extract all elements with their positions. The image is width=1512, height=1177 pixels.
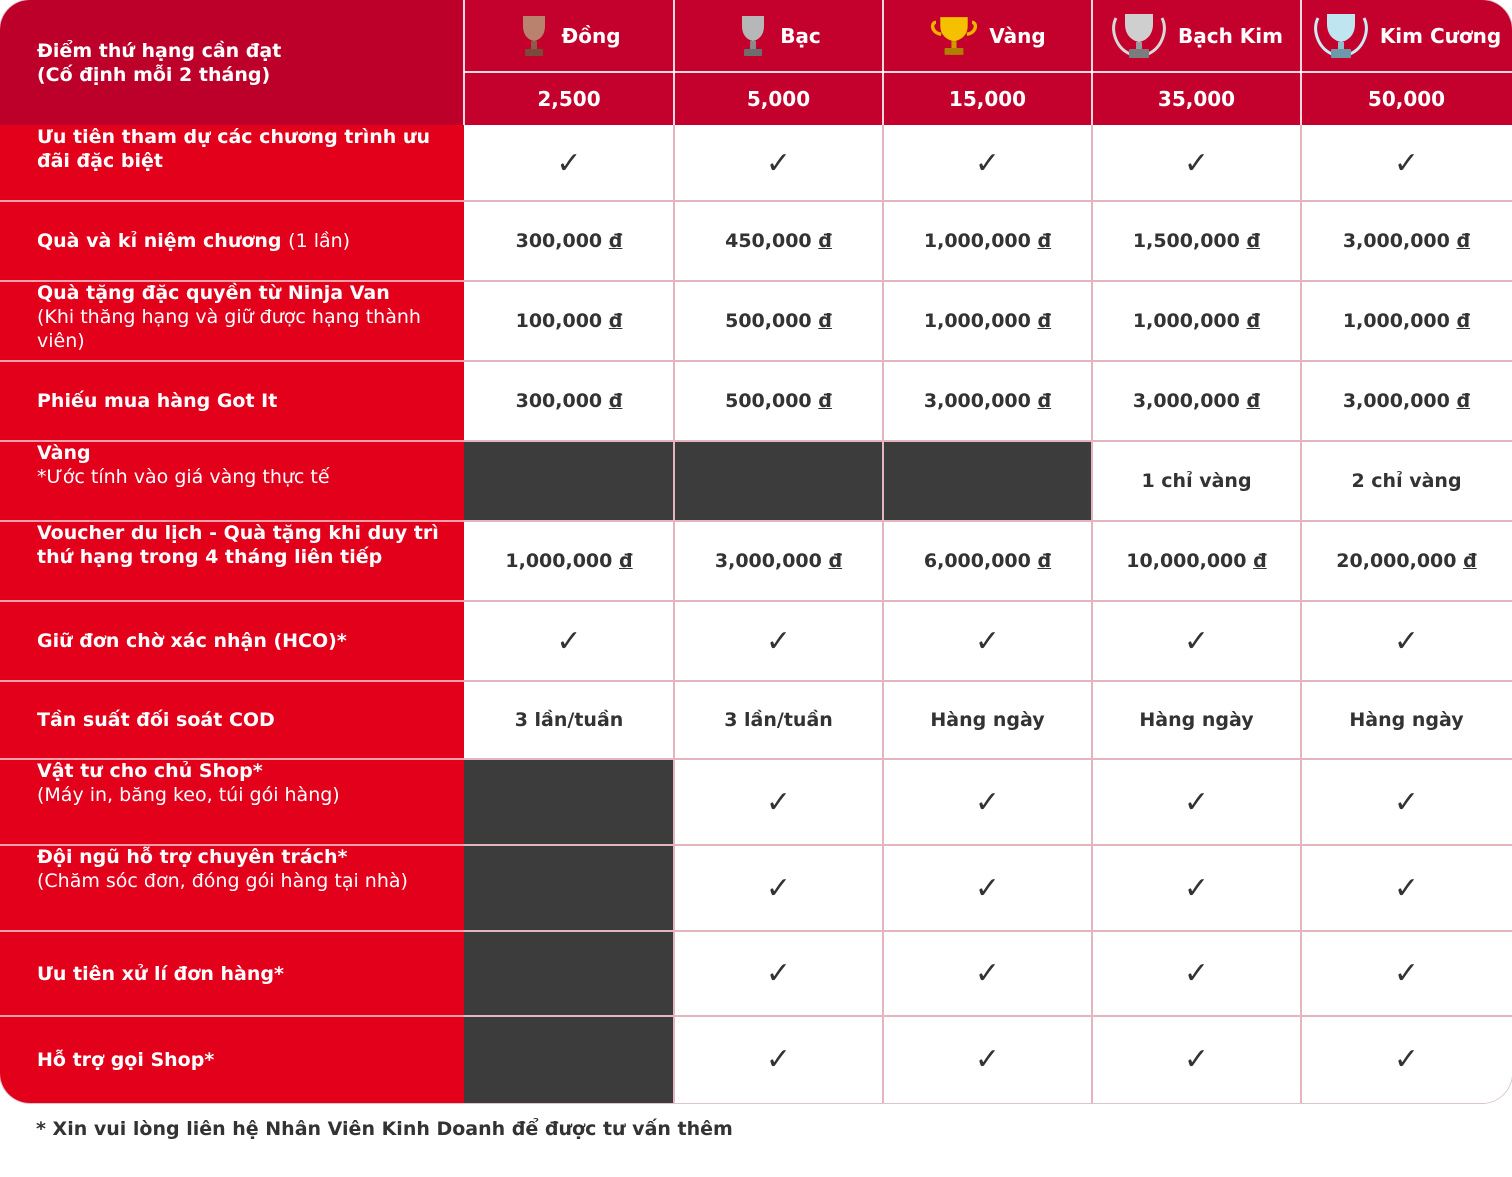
value-cell [1092,201,1301,281]
value-text: 3,000,000 [923,390,1031,412]
currency-symbol: đ [1246,310,1261,332]
row-label-support-team [0,845,464,931]
row-label-text: Hỗ trợ gọi Shop* [37,1048,215,1071]
points-required-header [0,0,464,125]
value-cell [1092,1016,1301,1103]
row-sublabel: (Chăm sóc đơn, đóng gói hàng tại nhà) [37,870,408,892]
row-label-shop-supplies [0,759,464,845]
value-text: 1,000,000 [923,310,1031,332]
value-cell [1301,759,1512,845]
value-text: Hàng ngày [1139,709,1254,731]
row-label-text: Giữ đơn chờ xác nhận (HCO)* [37,630,347,652]
row-label-text: Phiếu mua hàng Got It [37,390,278,412]
bronze-trophy-icon [517,12,551,60]
check-icon: ✓ [974,784,1001,820]
row-label-text: Ưu tiên xử lí đơn hàng* [37,962,284,985]
column-divider [882,125,884,1103]
row-divider [464,680,1512,682]
currency-symbol: đ [1037,310,1052,332]
platinum-trophy-icon [1110,8,1168,64]
value-cell [1092,281,1301,361]
value-text: 1,000,000 [1342,310,1450,332]
currency-symbol: đ [1456,310,1471,332]
label-divider [0,280,464,282]
check-icon: ✓ [1183,956,1210,991]
row-label-text: Đội ngũ hỗ trợ chuyên trách* [37,846,348,868]
value-text: 300,000 [515,390,603,412]
row-divider [464,200,1512,202]
check-icon: ✓ [765,784,792,820]
row-label-text: Tần suất đối soát COD [37,709,275,731]
value-cell [674,1016,883,1103]
value-cell [1301,125,1512,201]
check-icon: ✓ [1183,870,1210,906]
row-label-text: Vàng [37,442,91,464]
currency-symbol: đ [1246,390,1261,412]
value-text: 450,000 [725,230,812,252]
label-divider [0,520,464,522]
row-label-priority-programs [0,125,464,201]
currency-symbol: đ [1037,390,1052,412]
value-text: Hàng ngày [930,709,1045,731]
header-divider [1300,0,1302,125]
check-icon: ✓ [1393,870,1420,906]
currency-symbol: đ [608,310,623,332]
value-text: 2 chỉ vàng [1351,470,1462,492]
value-cell [1301,1016,1512,1103]
currency-symbol: đ [818,230,832,252]
value-cell [674,681,883,759]
value-cell [1092,681,1301,759]
column-divider [1091,125,1093,1103]
tier-name-bac: Bạc [780,24,821,48]
currency-symbol: đ [608,390,623,412]
check-icon: ✓ [974,1042,1001,1077]
currency-symbol: đ [818,390,832,412]
tier-name-vang: Vàng [989,24,1046,48]
check-icon: ✓ [1183,1042,1210,1077]
currency-symbol: đ [1463,550,1477,572]
value-text: 3,000,000 [714,550,822,572]
header-divider [673,0,675,125]
currency-symbol: đ [1456,390,1471,412]
row-sublabel: *Ước tính vào giá vàng thực tế [37,466,330,488]
row-label-shop-call [0,1016,464,1103]
value-text: 1,000,000 [1132,310,1240,332]
points-required-note: (Cố định mỗi 2 tháng) [37,63,271,86]
value-cell [674,601,883,681]
value-cell [883,125,1092,201]
header-divider [463,0,465,125]
value-cell [883,281,1092,361]
value-cell [1092,441,1301,521]
value-cell [1092,759,1301,845]
row-divider [464,844,1512,846]
currency-symbol: đ [828,550,843,572]
value-text: 1 chỉ vàng [1141,470,1252,492]
row-divider [464,600,1512,602]
header-divider [464,71,1512,73]
value-text: 500,000 [725,390,812,412]
label-divider [0,600,464,602]
row-label-exclusive-gift [0,281,464,361]
check-icon: ✓ [1393,623,1420,659]
value-text: 1,000,000 [505,550,613,572]
value-text: 300,000 [515,230,603,252]
row-sublabel: (Khi thăng hạng và giữ được hạng thành viên) [37,306,421,352]
currency-symbol: đ [818,310,832,332]
label-divider [0,680,464,682]
row-label-travel-voucher [0,521,464,601]
row-label-line: thứ hạng trong 4 tháng liên tiếp [37,546,383,568]
tier-header-vang [883,0,1092,72]
label-divider [0,440,464,442]
value-cell [883,681,1092,759]
check-icon: ✓ [974,870,1001,906]
value-cell [464,361,674,441]
value-text: 500,000 [725,310,812,332]
value-cell [674,361,883,441]
value-cell [674,931,883,1016]
row-label-gold [0,441,464,521]
gold-trophy-icon [929,12,979,60]
check-icon: ✓ [556,145,582,181]
check-icon: ✓ [1183,623,1210,659]
check-icon: ✓ [1183,784,1210,820]
value-cell [674,845,883,931]
row-divider [464,1015,1512,1017]
row-label-suffix: (1 lần) [288,230,351,252]
check-icon: ✓ [1393,956,1420,991]
value-text: Hàng ngày [1349,709,1464,731]
tier-points-bach-kim: 35,000 [1092,72,1301,125]
value-cell [883,759,1092,845]
currency-symbol: đ [608,230,623,252]
value-cell [1301,441,1512,521]
value-cell [674,125,883,201]
check-icon: ✓ [765,1042,792,1077]
value-text: 100,000 [515,310,603,332]
label-divider [0,758,464,760]
row-divider [464,280,1512,282]
row-label-got-it-voucher [0,361,464,441]
value-cell [1301,601,1512,681]
value-cell [1092,845,1301,931]
value-cell [464,681,674,759]
tier-points-dong: 2,500 [464,72,674,125]
label-divider [0,360,464,362]
currency-symbol: đ [1037,550,1052,572]
tier-points-bac: 5,000 [674,72,883,125]
value-cell [1301,845,1512,931]
check-icon: ✓ [974,623,1001,659]
value-text: 1,000,000 [923,230,1031,252]
row-label-text: Quà và kỉ niệm chương [37,230,282,252]
value-cell [883,1016,1092,1103]
value-cell [1301,361,1512,441]
value-cell [1092,361,1301,441]
value-text: 3,000,000 [1342,230,1450,252]
footnote: * Xin vui lòng liên hệ Nhân Viên Kinh Doanh để được tư vấn thêm [36,1118,733,1140]
row-label-hco [0,601,464,681]
row-label-gift-medal [0,201,464,281]
currency-symbol: đ [1253,550,1267,572]
value-cell [674,281,883,361]
currency-symbol: đ [1456,230,1471,252]
tier-header-kim-cuong [1301,0,1512,72]
tier-name-bach-kim: Bạch Kim [1178,24,1283,48]
row-label-line: Voucher du lịch - Quà tặng khi duy trì [37,522,439,544]
value-cell [1092,125,1301,201]
diamond-trophy-icon [1312,8,1370,64]
check-icon: ✓ [765,145,792,181]
label-divider [0,200,464,202]
value-cell [1301,521,1512,601]
check-icon: ✓ [556,623,582,659]
value-cell [1092,931,1301,1016]
row-label-text: Quà tặng đặc quyền từ Ninja Van [37,282,390,304]
value-cell [464,601,674,681]
row-label-priority-orders [0,931,464,1016]
value-cell [883,931,1092,1016]
value-text: 1,500,000 [1132,230,1240,252]
value-cell [883,845,1092,931]
column-divider [1300,125,1302,1103]
row-divider [464,758,1512,760]
value-text: 3 lần/tuần [514,709,624,731]
label-divider [0,844,464,846]
value-cell [464,201,674,281]
value-cell [883,361,1092,441]
check-icon: ✓ [1393,784,1420,820]
tier-name-kim-cuong: Kim Cương [1379,24,1502,48]
value-text: 3,000,000 [1132,390,1240,412]
row-label-line: Ưu tiên tham dự các chương trình ưu [37,126,430,148]
silver-trophy-icon [736,12,770,60]
row-label-line: đãi đặc biệt [37,150,163,172]
value-cell [464,521,674,601]
value-cell [674,521,883,601]
value-text: 3 lần/tuần [724,709,833,731]
check-icon: ✓ [974,145,1001,181]
check-icon: ✓ [765,623,792,659]
value-cell [464,125,674,201]
row-label-cod-frequency [0,681,464,759]
value-cell [883,601,1092,681]
check-icon: ✓ [1183,145,1210,181]
label-divider [0,930,464,932]
tier-header-dong [464,0,674,72]
column-divider [673,125,675,1103]
header-divider [1091,0,1093,125]
header-divider [882,0,884,125]
row-divider [464,360,1512,362]
value-text: 6,000,000 [923,550,1031,572]
check-icon: ✓ [1393,145,1420,181]
value-cell [1092,521,1301,601]
tier-header-bac [674,0,883,72]
value-cell [1301,681,1512,759]
unavailable-gold-block [464,441,1092,521]
currency-symbol: đ [619,550,633,572]
tier-points-kim-cuong: 50,000 [1301,72,1512,125]
row-label-text: Vật tư cho chủ Shop* [37,760,263,782]
row-divider [464,930,1512,932]
label-divider [0,1015,464,1017]
row-divider [464,520,1512,522]
currency-symbol: đ [1246,230,1261,252]
value-text: 10,000,000 [1126,550,1247,572]
value-cell [464,281,674,361]
tier-name-dong: Đồng [561,24,621,48]
value-cell [883,521,1092,601]
check-icon: ✓ [765,956,792,991]
value-cell [674,759,883,845]
check-icon: ✓ [974,956,1001,991]
value-cell [883,201,1092,281]
value-cell [1092,601,1301,681]
tier-header-bach-kim [1092,0,1301,72]
value-text: 3,000,000 [1342,390,1450,412]
row-sublabel: (Máy in, băng keo, túi gói hàng) [37,784,340,806]
currency-symbol: đ [1037,230,1052,252]
value-cell [1301,281,1512,361]
value-text: 20,000,000 [1336,550,1457,572]
row-divider [464,440,1512,442]
value-cell [1301,931,1512,1016]
check-icon: ✓ [765,870,792,906]
value-cell [1301,201,1512,281]
points-required-title: Điểm thứ hạng cần đạt [37,39,282,62]
check-icon: ✓ [1393,1042,1420,1077]
value-cell [674,201,883,281]
tier-points-vang: 15,000 [883,72,1092,125]
